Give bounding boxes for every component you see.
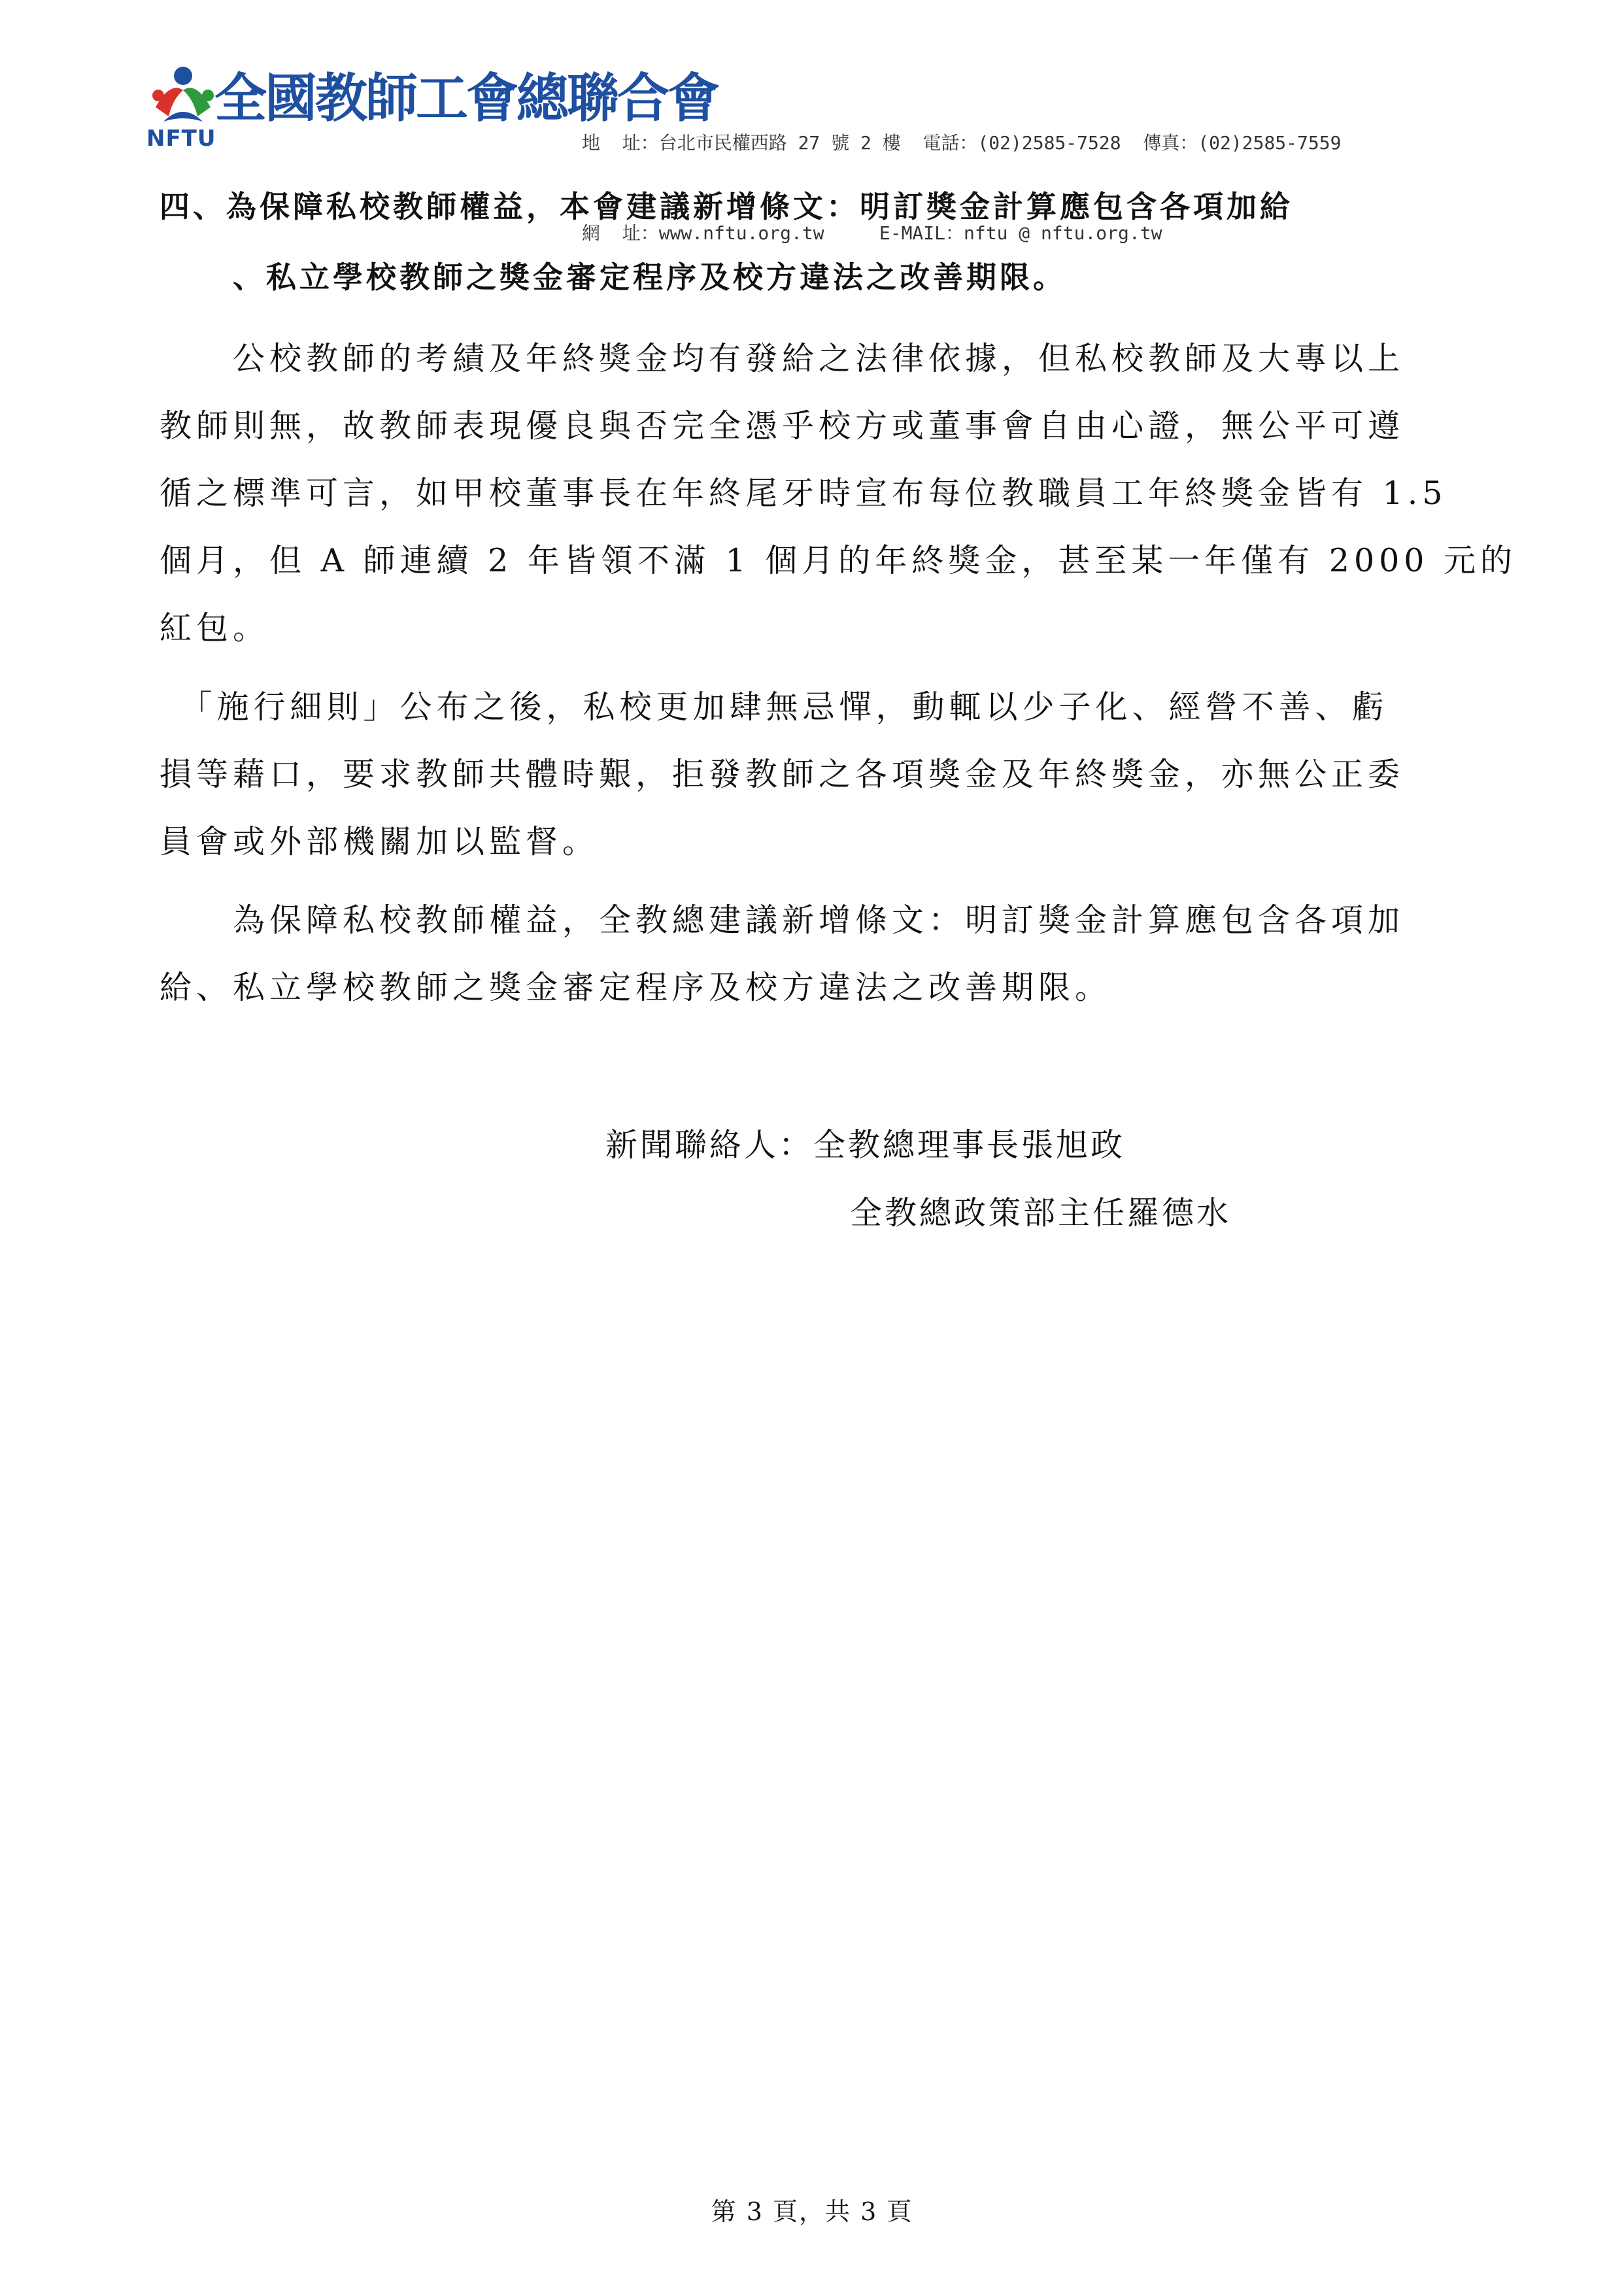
paragraph-line: 損等藉口，要求教師共體時艱，拒發教師之各項獎金及年終獎金，亦無公正委 bbox=[160, 756, 1405, 793]
paragraph-line: 給、私立學校教師之獎金審定程序及校方違法之改善期限。 bbox=[160, 969, 1112, 1006]
section-heading-line-2: 、私立學校教師之獎金審定程序及校方違法之改善期限。 bbox=[233, 260, 1066, 295]
press-contact-line-2: 全教總政策部主任羅德水 bbox=[850, 1194, 1232, 1232]
press-contact bbox=[605, 1111, 1231, 1247]
paragraph-1 bbox=[160, 325, 1517, 662]
paragraph-line: 公校教師的考績及年終獎金均有發給之法律依據，但私校教師及大專以上 bbox=[160, 340, 1405, 377]
paragraph-line: 個月，但 A 師連續 2 年皆領不滿 1 個月的年終獎金，甚至某一年僅有 2000 元的 bbox=[160, 542, 1517, 579]
paragraph-line: 為保障私校教師權益，全教總建議新增條文：明訂獎金計算應包含各項加 bbox=[160, 902, 1405, 939]
nftu-emblem-icon bbox=[144, 61, 222, 133]
address-phone-fax-line: 地 址：台北市民權西路 27 號 2 樓 電話：(02)2585-7528 傳真：(02)2585-7559 bbox=[582, 132, 1342, 154]
nftu-logo bbox=[144, 58, 718, 156]
press-contact-line-1: 新聞聯絡人：全教總理事長張旭政 bbox=[605, 1126, 1126, 1164]
paragraph-line: 「施行細則」公布之後，私校更加肆無忌憚，動輒以少子化、經營不善、虧 bbox=[160, 688, 1389, 726]
paragraph-line: 循之標準可言，如甲校董事長在年終尾牙時宣布每位教職員工年終獎金皆有 1.5 bbox=[160, 475, 1447, 512]
section-heading-line-1: 四、為保障私校教師權益，本會建議新增條文：明訂獎金計算應包含各項加給 bbox=[160, 189, 1293, 224]
section-heading bbox=[160, 171, 1480, 312]
paragraph-line: 員會或外部機關加以監督。 bbox=[160, 823, 600, 860]
logo-abbreviation: NFTU bbox=[146, 126, 216, 152]
paragraph-2 bbox=[160, 673, 1474, 875]
paragraph-line: 紅包。 bbox=[160, 609, 270, 647]
logo-organization-name: 全國教師工會總聯合會 bbox=[214, 67, 718, 129]
page-number: 第 3 頁，共 3 頁 bbox=[711, 2197, 913, 2226]
paragraph-3 bbox=[160, 886, 1474, 1021]
paragraph-line: 教師則無，故教師表現優良與否完全憑乎校方或董事會自由心證，無公平可遵 bbox=[160, 407, 1405, 445]
website-email-line: 網 址：www.nftu.org.tw E-MAIL：nftu @ nftu.org.tw bbox=[582, 222, 1162, 244]
